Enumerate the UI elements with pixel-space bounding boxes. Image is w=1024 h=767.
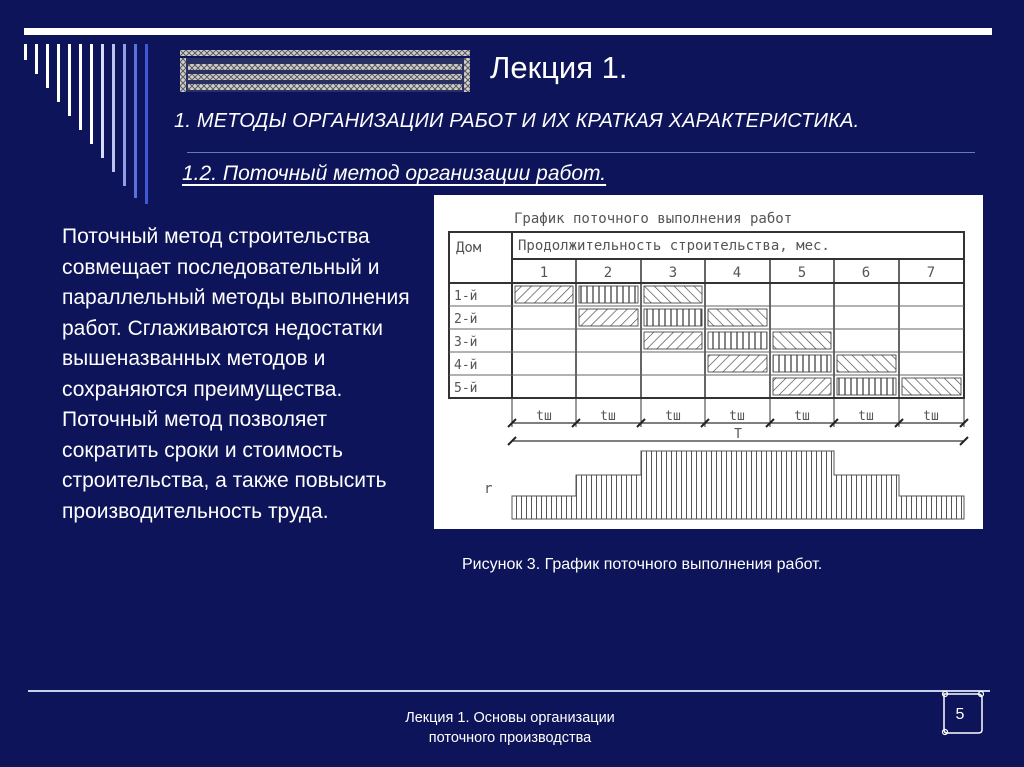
- footer-divider: [28, 690, 990, 692]
- top-rule: [24, 28, 992, 35]
- month-label: 3: [668, 265, 678, 281]
- step-label: tш: [794, 409, 810, 424]
- schedule-bars: [515, 286, 961, 395]
- house-column-header: Дом: [456, 240, 482, 256]
- house-label: 4-й: [454, 358, 478, 373]
- duration-header: Продолжительность строительства, мес.: [518, 238, 830, 254]
- schedule-table-frame: [449, 232, 964, 398]
- month-label: 6: [861, 265, 871, 281]
- house-label: 5-й: [454, 381, 478, 396]
- total-duration-label: T: [734, 427, 742, 442]
- title-plate: [180, 50, 470, 94]
- decorative-stripes: [24, 44, 174, 204]
- step-label: tш: [600, 409, 616, 424]
- figure-title: График поточного выполнения работ: [514, 211, 793, 227]
- step-label: tш: [536, 409, 552, 424]
- month-label: 1: [539, 265, 549, 281]
- step-label: tш: [729, 409, 745, 424]
- section-heading: 1. МЕТОДЫ ОРГАНИЗАЦИИ РАБОТ И ИХ КРАТКАЯ ХАРАКТЕРИСТИКА.: [174, 110, 860, 132]
- step-label: tш: [665, 409, 681, 424]
- slide-number: 5: [955, 706, 965, 723]
- lecture-title: Лекция 1.: [490, 50, 628, 85]
- house-label: 2-й: [454, 312, 478, 327]
- month-label: 4: [732, 265, 742, 281]
- footer-caption: [360, 708, 660, 748]
- step-label: tш: [858, 409, 874, 424]
- month-label: 5: [797, 265, 807, 281]
- footer-line-1: Лекция 1. Основы организации: [405, 710, 615, 726]
- house-label: 3-й: [454, 335, 478, 350]
- subsection-heading: 1.2. Поточный метод организации работ.: [182, 162, 607, 185]
- figure-caption: Рисунок 3. График поточного выполнения работ.: [462, 556, 823, 573]
- month-label: 7: [926, 265, 936, 281]
- flow-schedule-figure: [434, 195, 983, 529]
- resource-axis-label: r: [484, 481, 493, 497]
- month-label: 2: [603, 265, 613, 281]
- body-paragraph: Поточный метод строительства совмещает последовательный и параллельный методы выполнения работ. Сглаживаются недостатки вышеназванных методов и сохраняются преимущества. Поточный метод позволяет сократить сроки и стоимость строительства, а также повысить производительность труда.: [62, 225, 410, 523]
- resource-histogram: [512, 451, 964, 519]
- heading-divider: [187, 152, 975, 153]
- house-label: 1-й: [454, 289, 478, 304]
- footer-line-2: поточного производства: [428, 730, 592, 746]
- step-label: tш: [923, 409, 939, 424]
